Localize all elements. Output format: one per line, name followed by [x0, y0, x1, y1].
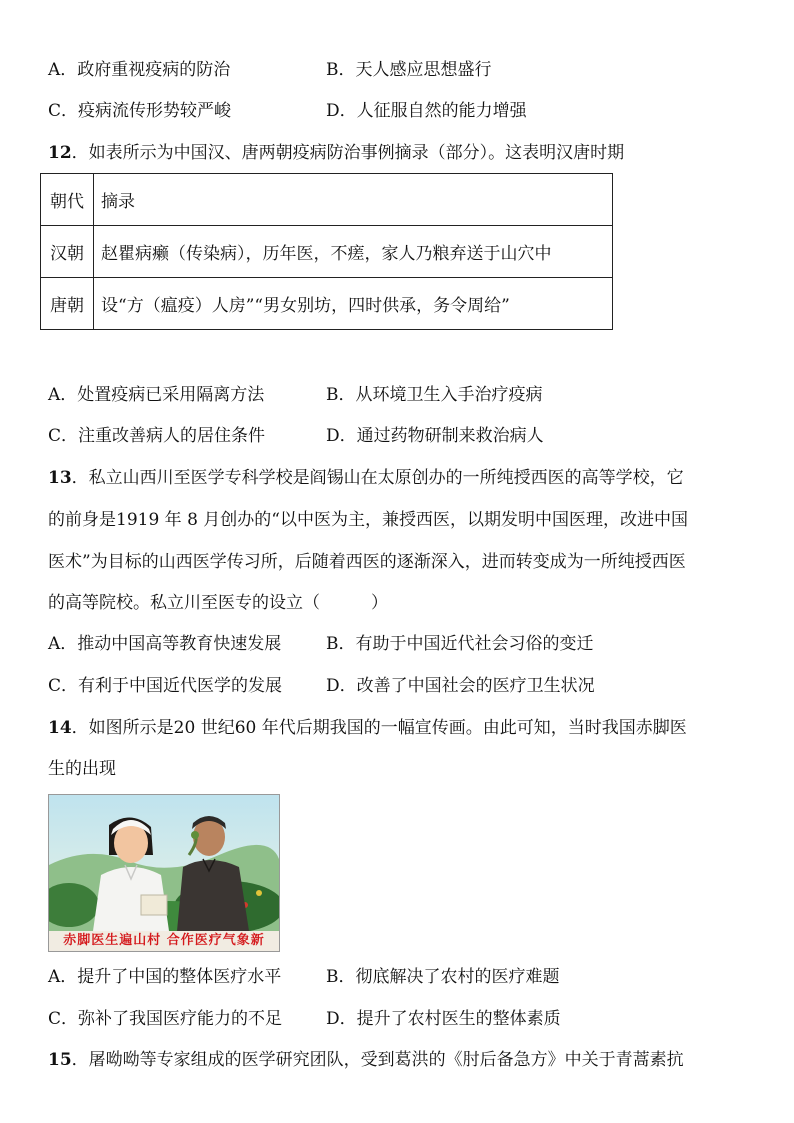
q13-line-1	[48, 466, 684, 490]
q15-line-1	[48, 1048, 684, 1072]
q15-text: ．屠呦呦等专家组成的医学研究团队，受到葛洪的《肘后备急方》中关于青蒿素抗	[71, 1050, 684, 1070]
q14-option-c: C．弥补了我国医疗能力的不足	[48, 1009, 283, 1029]
q13-option-c: C．有利于中国近代医学的发展	[48, 676, 283, 696]
table-row	[41, 278, 613, 330]
poster-caption: 赤脚医生遍山村 合作医疗气象新	[49, 931, 279, 951]
q12-option-c: C．注重改善病人的居住条件	[48, 426, 266, 446]
table-header-cell: 摘录	[94, 174, 613, 226]
q13-option-a: A．推动中国高等教育快速发展	[48, 634, 282, 654]
q13-line-2: 的前身是1919 年 8 月创办的“以中医为主，兼授西医，以期发明中国医理，改进中国	[48, 510, 688, 530]
q11-option-d: D．人征服自然的能力增强	[326, 101, 527, 121]
q12-stem-text: ．如表所示为中国汉、唐两朝疫病防治事例摘录（部分）。这表明汉唐时期	[71, 143, 625, 163]
q11-option-c: C．疫病流传形势较严峻	[48, 101, 232, 121]
q12-option-b: B．从环境卫生入手治疗疫病	[326, 385, 543, 405]
q11-option-b: B．天人感应思想盛行	[326, 60, 492, 80]
q14-option-d: D．提升了农村医生的整体素质	[326, 1009, 561, 1029]
propaganda-poster-image	[48, 794, 280, 952]
q11-option-a: A．政府重视疫病的防治	[48, 60, 231, 80]
table-cell: 唐朝	[41, 278, 94, 330]
q12-stem	[48, 141, 624, 165]
q14-text: ．如图所示是20 世纪60 年代后期我国的一幅宣传画。由此可知，当时我国赤脚医	[71, 718, 687, 738]
q14-line-1	[48, 716, 687, 740]
table-cell: 汉朝	[41, 226, 94, 278]
q13-number: 13	[48, 468, 72, 488]
q13-option-b: B．有助于中国近代社会习俗的变迁	[326, 634, 594, 654]
q15-number: 15	[48, 1050, 72, 1070]
table-cell: 设“方（瘟疫）人房”“男女别坊，四时供承，务令周给”	[94, 278, 613, 330]
table-row	[41, 174, 613, 226]
q13-line-4: 的高等院校。私立川至医专的设立（ ）	[48, 593, 388, 613]
poster-illustration	[49, 795, 279, 931]
q12-table	[40, 173, 613, 330]
q13-text: ．私立山西川至医学专科学校是阎锡山在太原创办的一所纯授西医的高等学校，它	[71, 468, 684, 488]
table-header-cell: 朝代	[41, 174, 94, 226]
q12-number: 12	[48, 143, 72, 163]
q14-number: 14	[48, 718, 72, 738]
q14-option-b: B．彻底解决了农村的医疗难题	[326, 967, 560, 987]
q14-line-2: 生的出现	[48, 759, 116, 779]
q13-option-d: D．改善了中国社会的医疗卫生状况	[326, 676, 595, 696]
q12-option-a: A．处置疫病已采用隔离方法	[48, 385, 265, 405]
q12-option-d: D．通过药物研制来救治病人	[326, 426, 544, 446]
table-cell: 赵瞿病癞（传染病），历年医，不瘥，家人乃粮弃送于山穴中	[94, 226, 613, 278]
q14-option-a: A．提升了中国的整体医疗水平	[48, 967, 282, 987]
table-row	[41, 226, 613, 278]
q13-line-3: 医术”为目标的山西医学传习所，后随着西医的逐渐深入，进而转变成为一所纯授西医	[48, 552, 686, 572]
